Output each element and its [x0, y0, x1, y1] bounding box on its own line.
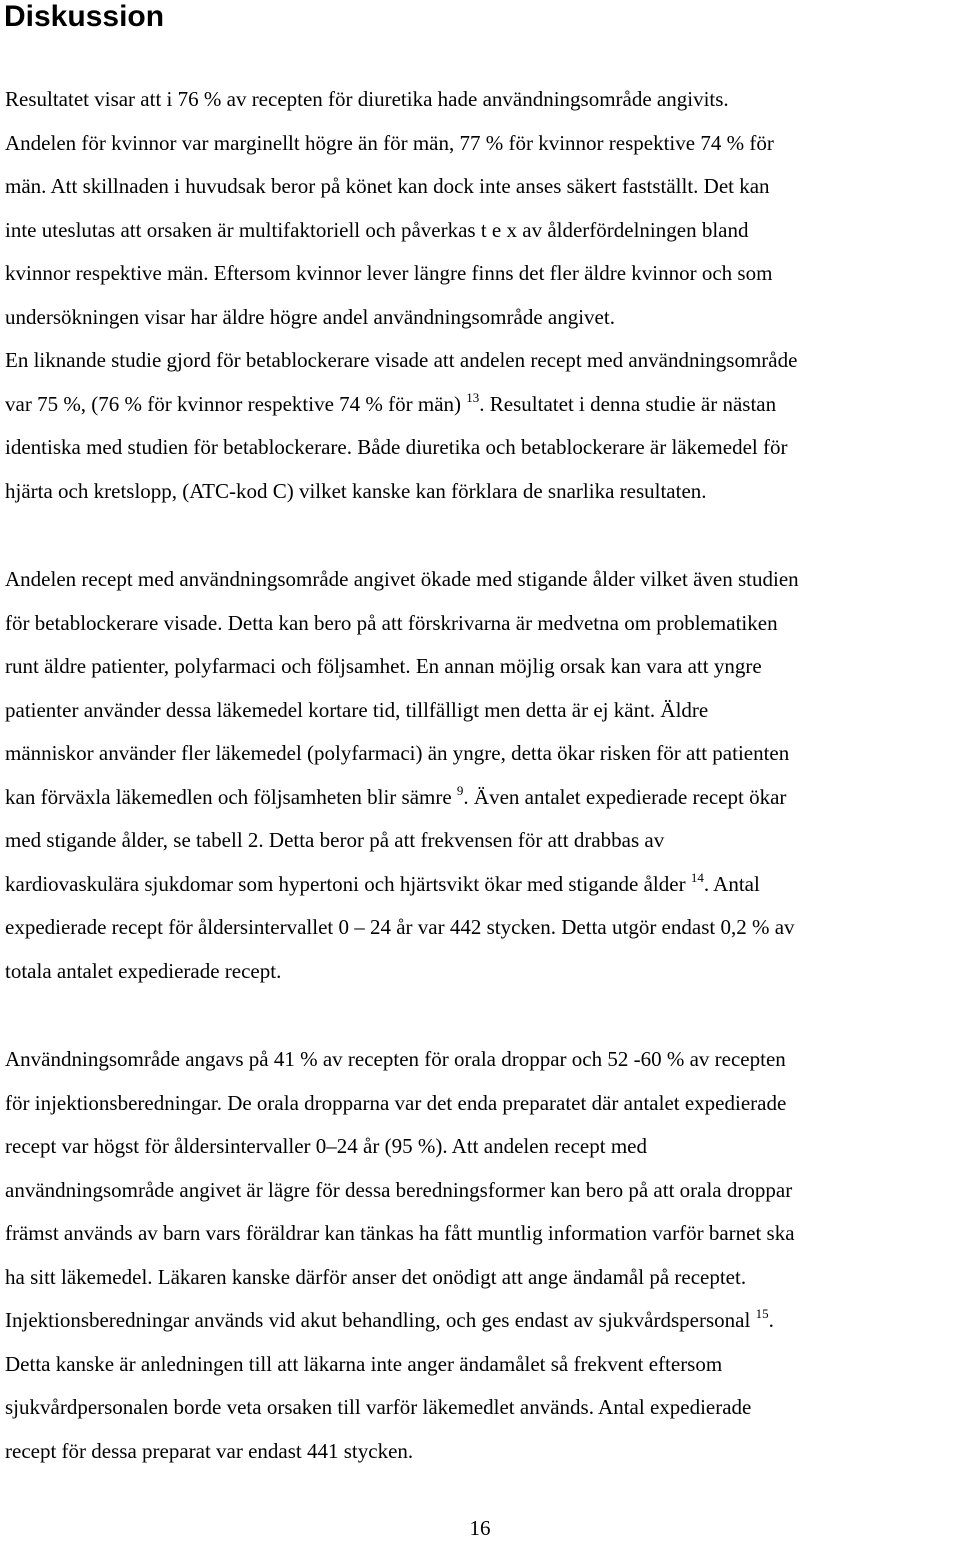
text-segment: . Resultatet i denna studie är nästan — [479, 391, 777, 416]
text-line: inte uteslutas att orsaken är multifaktoriell och påverkas t e x av ålderfördelningen bland — [5, 217, 749, 242]
text-segment: kardiovaskulära sjukdomar som hypertoni och hjärtsvikt ökar med stigande ålder — [5, 871, 691, 896]
paragraph-1 — [5, 78, 960, 513]
text-segment: Injektionsberedningar används vid akut behandling, och ges endast av sjukvårdspersonal — [5, 1308, 756, 1332]
text-line: Andelen recept med användningsområde angivet ökade med stigande ålder vilket även studien — [5, 567, 799, 591]
text-line: Användningsområde angavs på 41 % av recepten för orala droppar och 52 -60 % av recepten — [5, 1047, 786, 1071]
text-segment: . — [768, 1308, 774, 1332]
text-line: patienter använder dessa läkemedel kortare tid, tillfälligt men detta är ej känt. Äldre — [5, 697, 709, 722]
text-line: expedierade recept för åldersintervallet 0 – 24 år var 442 stycken. Detta utgör endast 0,2 % av — [5, 915, 795, 939]
text-line: män. Att skillnaden i huvudsak beror på könet kan dock inte anses säkert fastställt. Det kan — [5, 174, 770, 198]
text-line: Detta kanske är anledningen till att läkarna inte anger ändamålet så frekvent eftersom — [5, 1351, 723, 1376]
text-line: Resultatet visar att i 76 % av recepten för diuretika hade användningsområde angivits. — [5, 87, 729, 111]
text-segment: kan förväxla läkemedlen och följsamheten blir sämre — [5, 784, 457, 809]
text-line — [5, 383, 960, 427]
text-segment: var 75 %, (76 % för kvinnor respektive 74 % för män) — [5, 391, 467, 416]
text-line: hjärta och kretslopp, (ATC-kod C) vilket kanske kan förklara de snarlika resultaten. — [5, 478, 707, 503]
text-segment: . Antal — [703, 871, 760, 896]
text-line: användningsområde angivet är lägre för dessa beredningsformer kan bero på att orala droppar — [5, 1177, 793, 1202]
text-line — [5, 776, 960, 820]
text-line — [5, 863, 960, 907]
text-line: En liknande studie gjord för betablockerare visade att andelen recept med användningsområde — [5, 348, 798, 372]
reference-number: 14 — [690, 869, 704, 885]
text-line: runt äldre patienter, polyfarmaci och följsamhet. En annan möjlig orsak kan vara att yngre — [5, 654, 762, 678]
reference-number: 9 — [456, 782, 464, 798]
text-line: recept var högst för åldersintervaller 0–24 år (95 %). Att andelen recept med — [5, 1134, 647, 1158]
reference-number: 13 — [466, 389, 480, 405]
page-number: 16 — [469, 1516, 491, 1540]
text-segment: . Även antalet expedierade recept ökar — [463, 784, 787, 809]
text-line: ha sitt läkemedel. Läkaren kanske därför anser det onödigt att ange ändamål på receptet. — [5, 1264, 747, 1289]
text-line: främst används av barn vars föräldrar kan tänkas ha fått muntlig information varför barnet ska — [5, 1221, 795, 1245]
text-line: identiska med studien för betablockerare. Både diuretika och betablockerare är läkemedel för — [5, 435, 788, 459]
section-heading: Diskussion — [4, 0, 165, 33]
text-line: undersökningen visar har äldre högre andel användningsområde angivet. — [5, 304, 615, 329]
text-line: Andelen för kvinnor var marginellt högre än för män, 77 % för kvinnor respektive 74 % för — [5, 130, 774, 155]
text-line: för injektionsberedningar. De orala dropparna var det enda preparatet där antalet expedierade — [5, 1090, 787, 1115]
text-line: sjukvårdpersonalen borde veta orsaken till varför läkemedlet används. Antal expedierade — [5, 1395, 752, 1419]
text-line: kvinnor respektive män. Eftersom kvinnor lever längre finns det fler äldre kvinnor och som — [5, 261, 773, 285]
paragraph-2 — [5, 558, 960, 993]
text-line: människor använder fler läkemedel (polyfarmaci) än yngre, detta ökar risken för att patienten — [5, 741, 790, 765]
text-line: för betablockerare visade. Detta kan bero på att förskrivarna är medvetna om problematiken — [5, 610, 778, 635]
text-line: recept för dessa preparat var endast 441 stycken. — [5, 1438, 414, 1463]
text-line — [5, 1299, 960, 1343]
paragraph-3 — [5, 1038, 960, 1473]
text-line: med stigande ålder, se tabell 2. Detta beror på att frekvensen för att drabbas av — [5, 828, 665, 852]
text-line: totala antalet expedierade recept. — [5, 958, 282, 983]
reference-number: 15 — [755, 1306, 769, 1321]
